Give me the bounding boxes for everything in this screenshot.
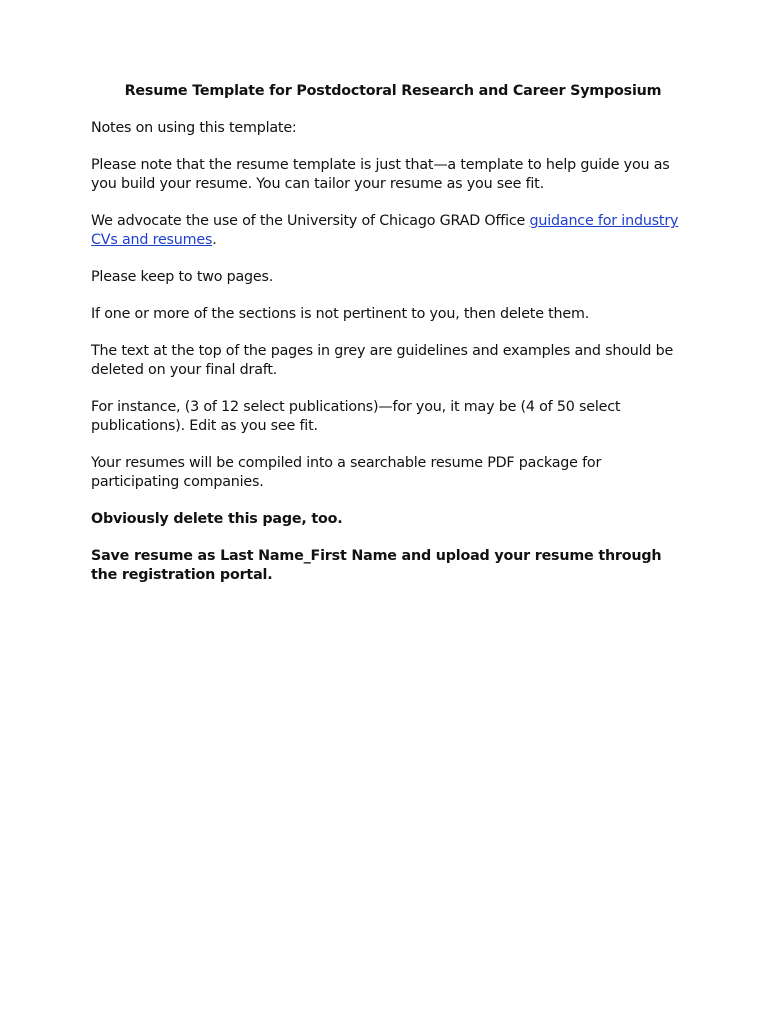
paragraph-save-resume: Save resume as Last Name_First Name and upload your resume through the registration portal. [91, 548, 662, 583]
advocate-period: . [212, 232, 217, 248]
paragraph-delete-page: Obviously delete this page, too. [91, 511, 343, 527]
paragraph-instance: For instance, (3 of 12 select publications)—for you, it may be (4 of 50 select publications). Edit as you see fit. [91, 399, 621, 434]
paragraph-template-note: Please note that the resume template is just that—a template to help guide you as you build your resume. You can tailor your resume as you see fit. [91, 157, 670, 192]
document-page [91, 82, 691, 603]
paragraph-sections: If one or more of the sections is not pertinent to you, then delete them. [91, 306, 590, 322]
document-title: Resume Template for Postdoctoral Research and Career Symposium [124, 83, 662, 99]
paragraph-advocate [91, 212, 691, 250]
paragraph-two-pages: Please keep to two pages. [91, 269, 274, 285]
paragraph-grey-guidelines: The text at the top of the pages in grey are guidelines and examples and should be deleted on your final draft. [91, 343, 674, 378]
notes-heading: Notes on using this template: [91, 120, 297, 136]
paragraph-compiled: Your resumes will be compiled into a searchable resume PDF package for participating companies. [91, 455, 602, 490]
guidance-link[interactable]: guidance for industry CVs and resumes [91, 213, 679, 248]
advocate-text: We advocate the use of the University of Chicago GRAD Office [91, 213, 530, 229]
